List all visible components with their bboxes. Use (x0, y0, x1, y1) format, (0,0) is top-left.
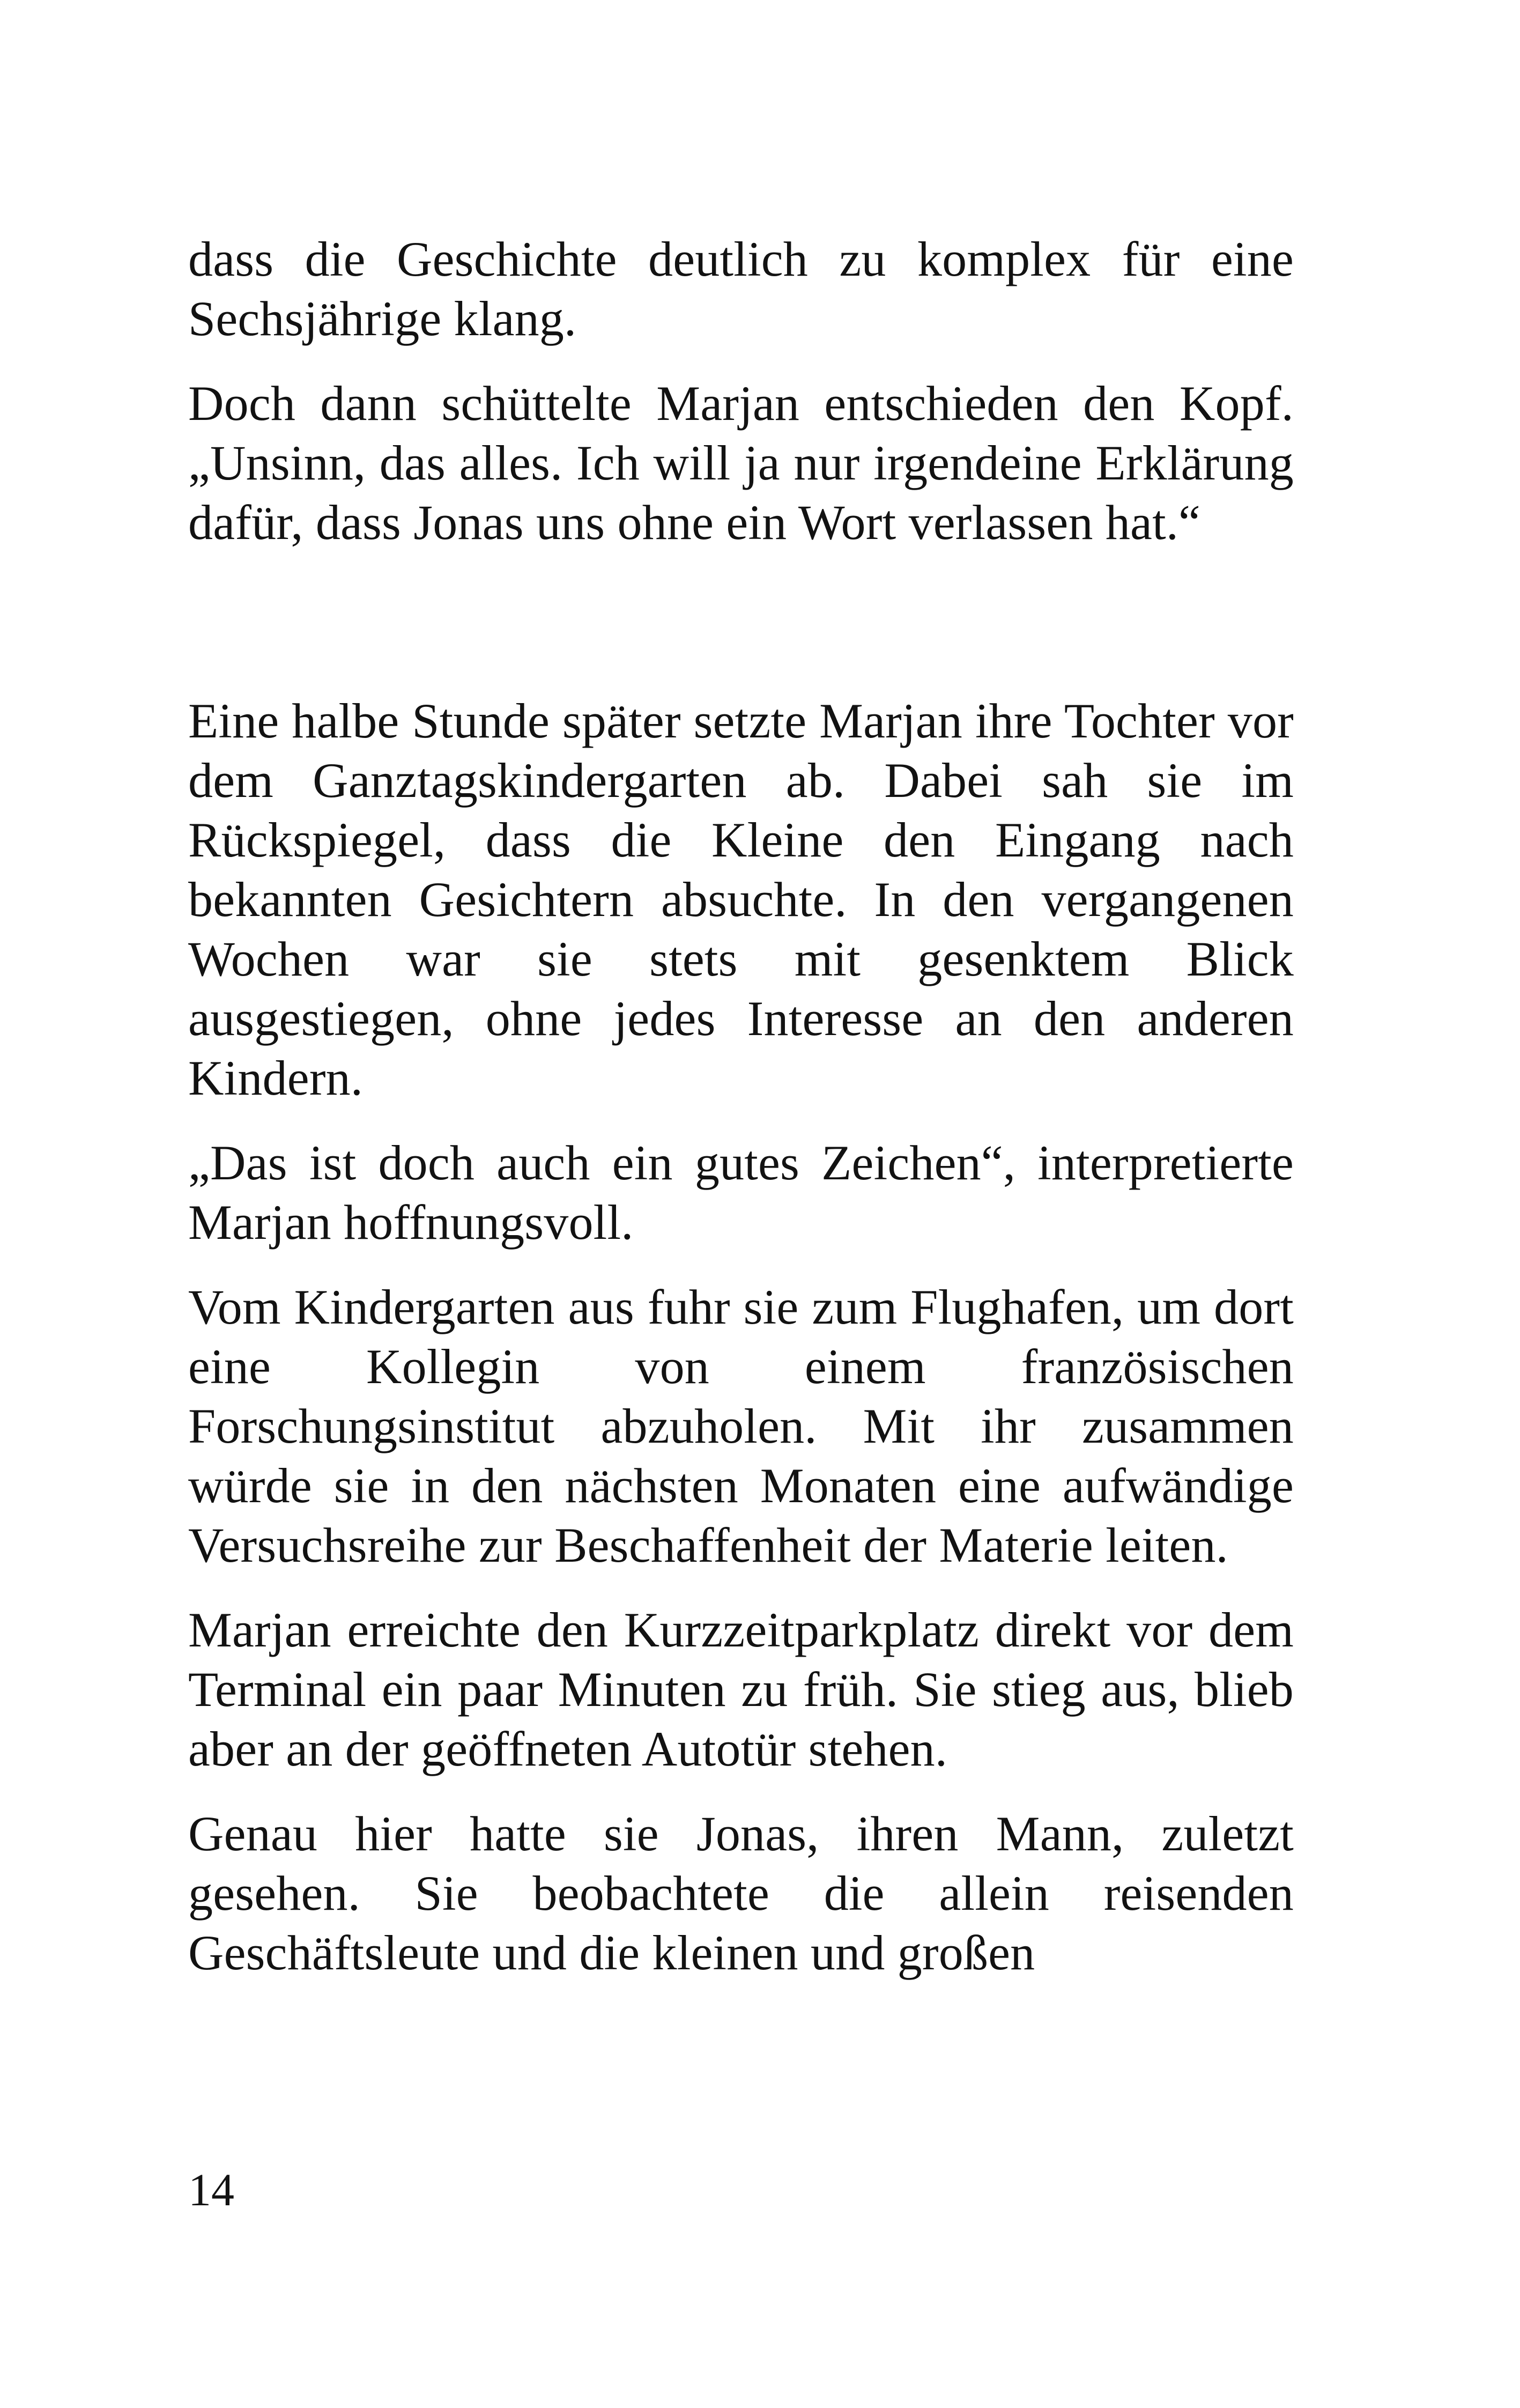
paragraph: Eine halbe Stunde später setzte Marjan ihre Tochter vor dem Ganztagskindergarten ab. Dabei sah sie im Rückspiegel, dass die Kleine den Eingang nach bekannten Gesichtern absuchte. In den vergangenen Wochen war sie stets mit gesenktem Blick ausgestiegen, ohne jedes Interesse an den anderen Kindern. (188, 693, 1294, 1105)
paragraph: Vom Kindergarten aus fuhr sie zum Flughafen, um dort eine Kollegin von einem französischen Forschungsinstitut abzuholen. Mit ihr zusammen würde sie in den nächsten Monaten eine aufwändige Versuchsreihe zur Beschaffenheit der Materie leiten. (188, 1280, 1294, 1572)
page-number: 14 (188, 2164, 234, 2215)
scene-break (188, 578, 1294, 691)
paragraph: „Das ist doch auch ein gutes Zeichen“, interpretierte Marjan hoffnungsvoll. (188, 1135, 1294, 1250)
text-column (188, 230, 1294, 1983)
paragraph: Genau hier hatte sie Jonas, ihren Mann, zuletzt gesehen. Sie beobachtete die allein reisenden Geschäftsleute und die kleinen und großen (188, 1806, 1294, 1980)
paragraph: Marjan erreichte den Kurzzeitparkplatz direkt vor dem Terminal ein paar Minuten zu früh. Sie stieg aus, blieb aber an der geöffneten Autotür stehen. (188, 1602, 1294, 1776)
paragraph: dass die Geschichte deutlich zu komplex für eine Sechsjährige klang. (188, 232, 1294, 346)
paragraph: Doch dann schüttelte Marjan entschieden den Kopf. „Unsinn, das alles. Ich will ja nur irgendeine Erklärung dafür, dass Jonas uns ohne ein Wort verlassen hat.“ (188, 376, 1294, 550)
